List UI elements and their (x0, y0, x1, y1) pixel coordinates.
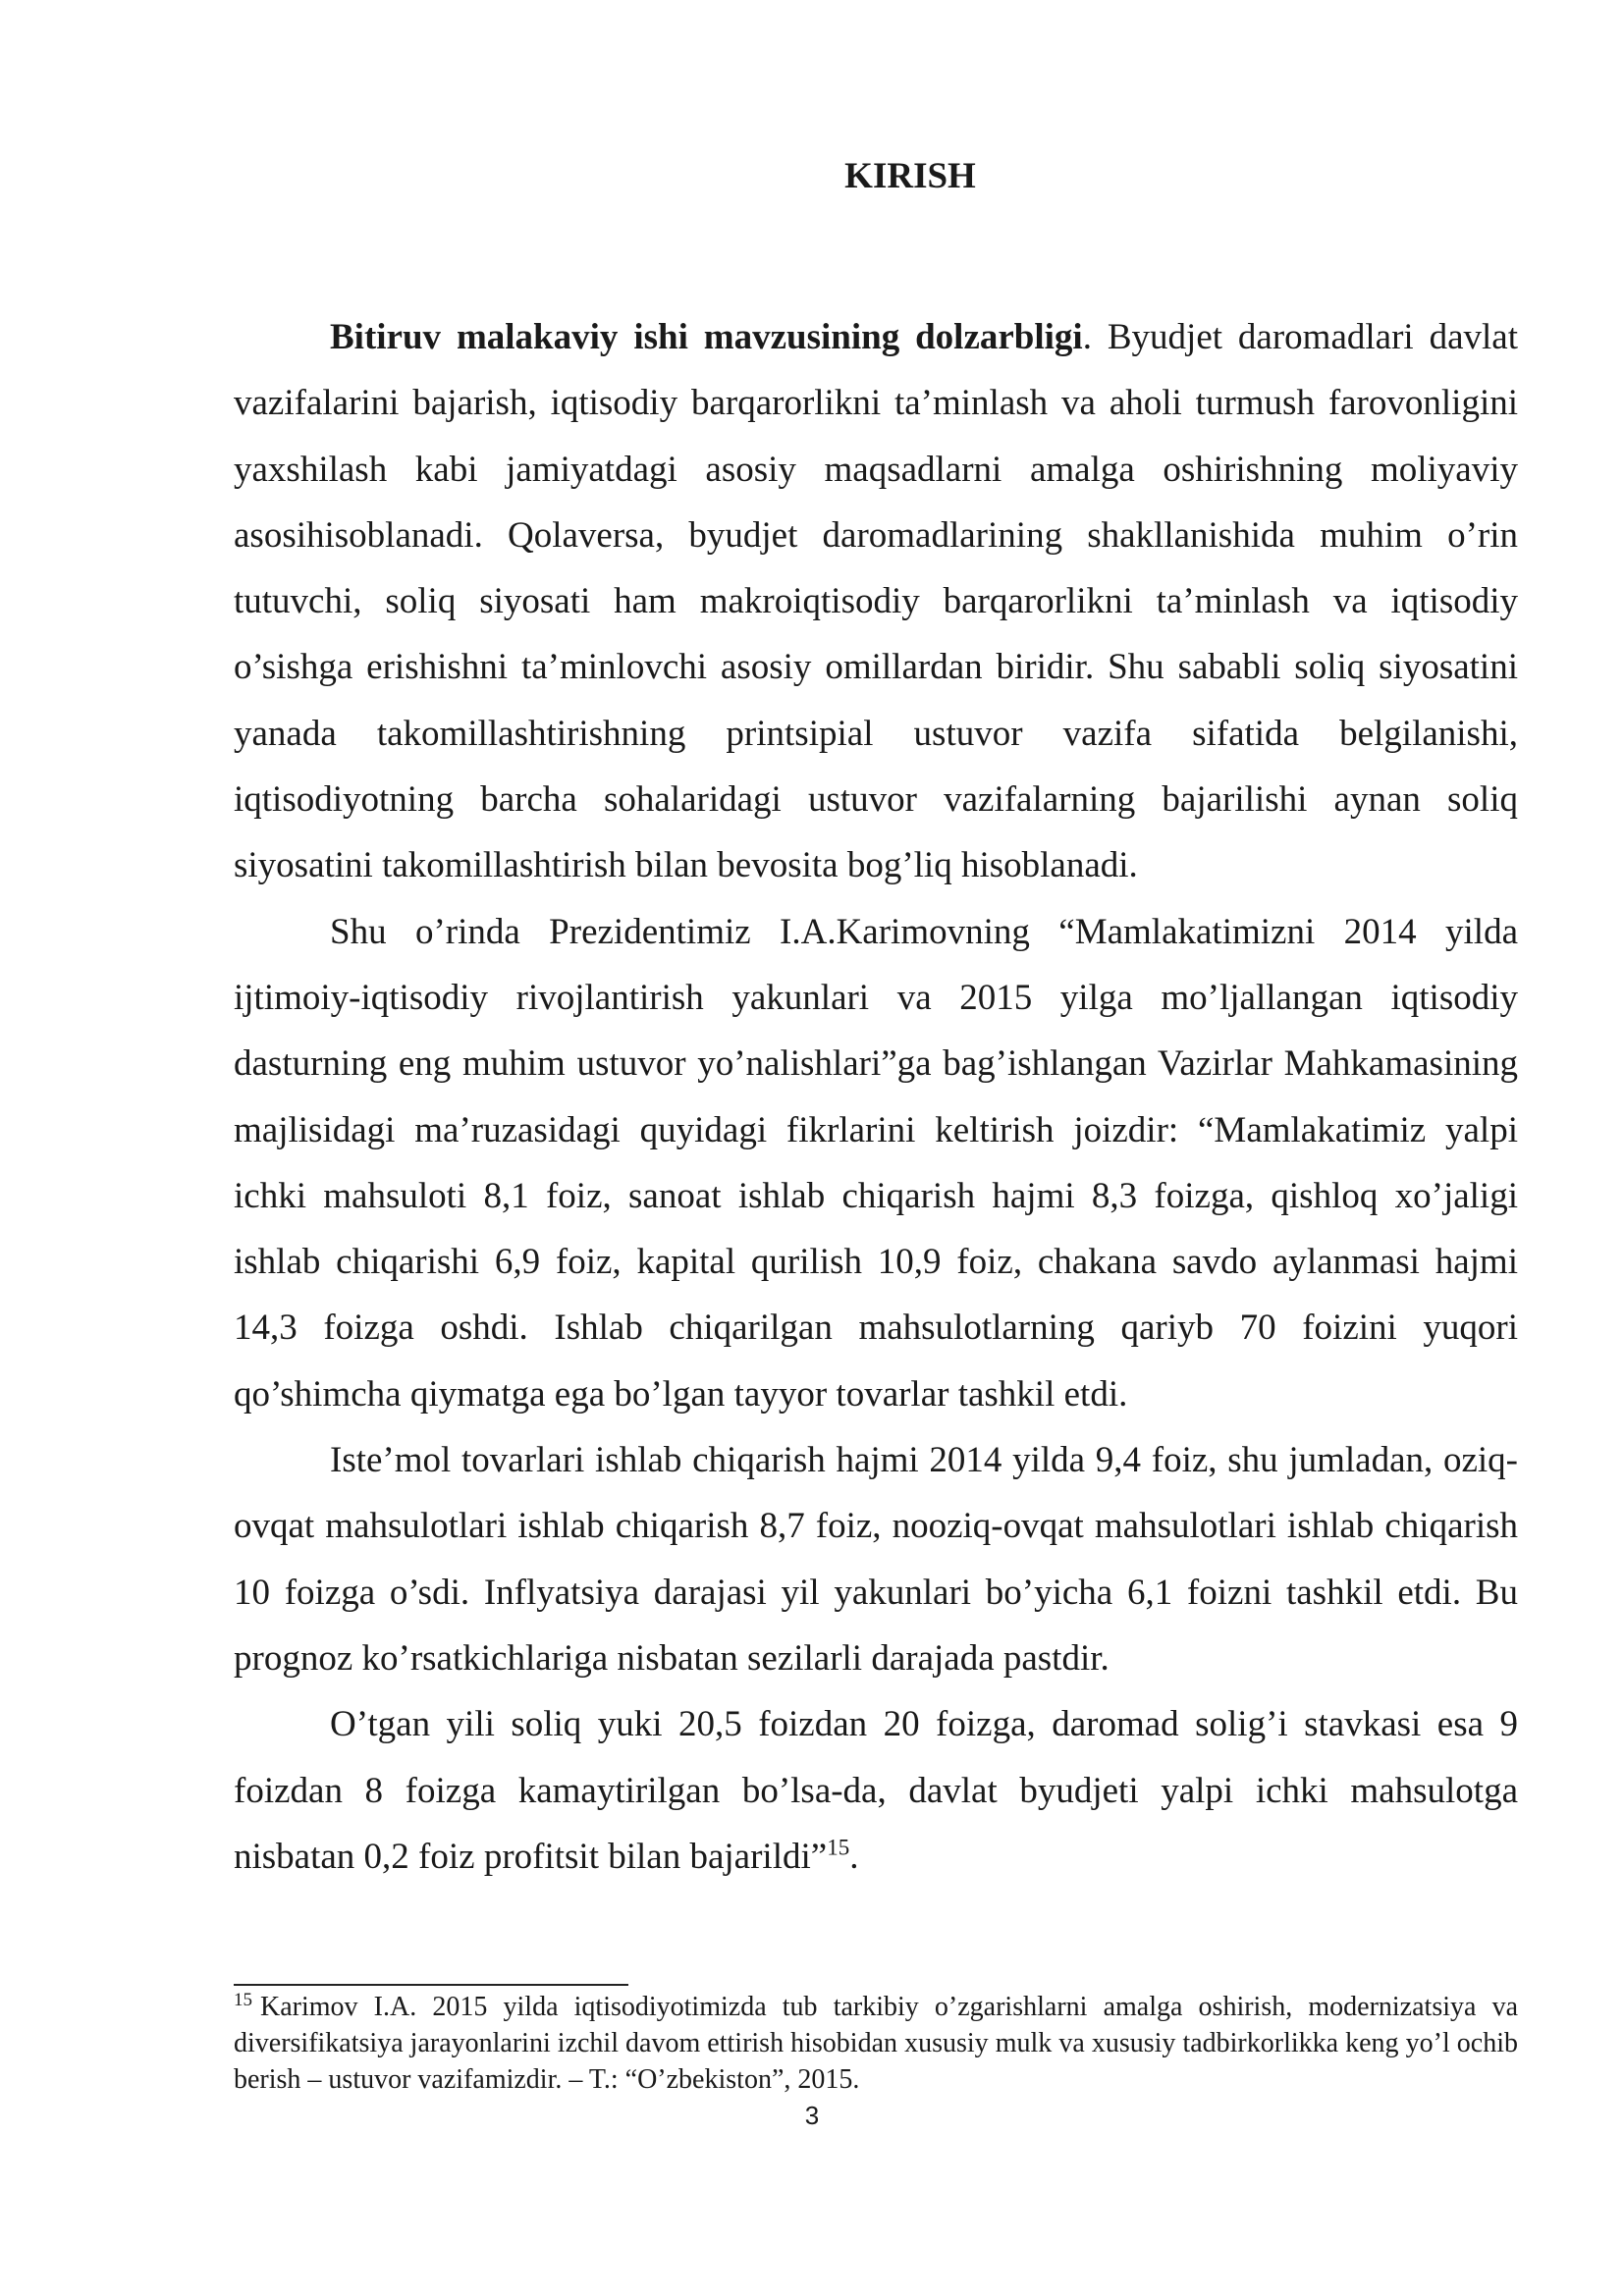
paragraph-bold-lead: Bitiruv malakaviy ishi mavzusining dolzarbligi (330, 317, 1083, 357)
page-number: 3 (804, 2101, 820, 2130)
footnote (234, 1989, 1518, 2098)
footnote-text: Karimov I.A. 2015 yilda iqtisodiyotimizda tub tarkibiy o’zgarishlarni amalga oshirish, modernizatsiya va diversifikatsiya jarayonlarini izchil davom ettirish hisobidan xususiy mulk va xususiy tadbirkorlikka keng yo’l ochib berish – ustuvor vazifamizdir. – T.: “O’zbekiston”, 2015. (234, 1992, 1518, 2095)
paragraph-tail: . (849, 1836, 859, 1877)
paragraph-president-quote (234, 899, 1518, 1427)
paragraph-consumer-goods (234, 1427, 1518, 1691)
section-heading: KIRISH (844, 156, 976, 196)
paragraph-tax-burden (234, 1691, 1518, 1890)
paragraph-relevance (234, 304, 1518, 899)
paragraph-text: Iste’mol tovarlari ishlab chiqarish hajmi 2014 yilda 9,4 foiz, shu jumladan, oziq-ovqat mahsulotlari ishlab chiqarish 8,7 foiz, nooziq-ovqat mahsulotlari ishlab chiqarish 10 foizga o’sdi. Inflyatsiya darajasi yil yakunlari bo’yicha 6,1 foizni tashkil etdi. Bu prognoz ko’rsatkichlariga nisbatan sezilarli darajada pastdir. (234, 1440, 1518, 1679)
paragraph-text: . Byudjet daromadlari davlat vazifalarini bajarish, iqtisodiy barqarorlikni ta’minlash va aholi turmush farovonligini yaxshilash kabi jamiyatdagi asosiy maqsadlarni amalga oshirishning moliyaviy asosihisoblanadi. Qolaversa, byudjet daromadlarining shakllanishida muhim o’rin tutuvchi, soliq siyosati ham makroiqtisodiy barqarorlikni ta’minlash va iqtisodiy o’sishga erishishni ta’minlovchi asosiy omillardan biridir. Shu sababli soliq siyosatini yanada takomillashtirishning printsipial ustuvor vazifa sifatida belgilanishi, iqtisodiyotning barcha sohalaridagi ustuvor vazifalarning bajarilishi aynan soliq siyosatini takomillashtirish bilan bevosita bog’liq hisoblanadi. (234, 317, 1518, 886)
body-text (234, 304, 1518, 1890)
page-content (234, 147, 1518, 1890)
paragraph-text: Shu o’rinda Prezidentimiz I.A.Karimovning “Mamlakatimizni 2014 yilda ijtimoiy-iqtisodiy rivojlantirish yakunlari va 2015 yilga mo’ljallangan iqtisodiy dasturning eng muhim ustuvor yo’nalishlari”ga bag’ishlangan Vazirlar Mahkamasining majlisidagi ma’ruzasidagi quyidagi fikrlarini keltirish joizdir: “Mamlakatimiz yalpi ichki mahsuloti 8,1 foiz, sanoat ishlab chiqarish hajmi 8,3 foizga, qishloq xo’jaligi ishlab chiqarishi 6,9 foiz, kapital qurilish 10,9 foiz, chakana savdo aylanmasi hajmi 14,3 foizga oshdi. Ishlab chiqarilgan mahsulotlarning qariyb 70 foizini yuqori qo’shimcha qiymatga ega bo’lgan tayyor tovarlar tashkil etdi. (234, 911, 1518, 1415)
paragraph-text: O’tgan yili soliq yuki 20,5 foizdan 20 foizga, daromad solig’i stavkasi esa 9 foizdan 8 foizga kamaytirilgan bo’lsa-da, davlat byudjeti yalpi ichki mahsulotga nisbatan 0,2 foiz profitsit bilan bajarildi” (234, 1704, 1518, 1877)
footnote-number: 15 (234, 1989, 252, 2010)
footnote-separator (234, 1984, 628, 1986)
footnote-reference[interactable]: 15 (827, 1835, 850, 1860)
